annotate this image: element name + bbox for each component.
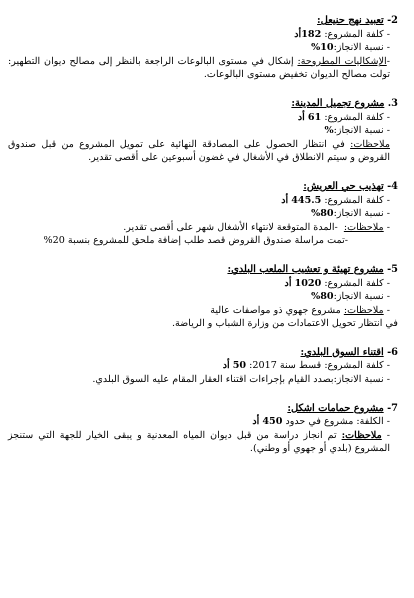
note-text: -تمت مراسلة صندوق القروض قصد طلب إضافة ملحق للمشروع بنسبة 20% bbox=[43, 235, 348, 247]
cost-unit: أد bbox=[281, 194, 289, 206]
note-label: ملاحظات: bbox=[343, 304, 384, 316]
project-number: 3 bbox=[391, 97, 398, 109]
project-title: 7- مشروع حمامات اشكل: bbox=[287, 402, 398, 414]
cost-label: كلفة المشروع: bbox=[324, 277, 384, 289]
cost-unit: أد bbox=[284, 277, 292, 289]
cost-value: 1020 bbox=[294, 277, 322, 289]
project-title: 2- تعبيد نهج حنيعل: bbox=[317, 15, 398, 26]
cost-text: قسط سنة 2017: bbox=[249, 360, 322, 372]
project-title-text: مشروع حمامات اشكل: bbox=[287, 402, 384, 414]
project-rate: - نسبة الانجاز:80% bbox=[311, 208, 390, 220]
cost-label: كلفة المشروع: bbox=[324, 360, 384, 372]
project-note bbox=[8, 138, 400, 165]
note-text: إشكال في مستوى البالوعات الراجعة بالنظر إلى مصالح ديوان التطهير: تولت مصالح الديوان تخفيض مستوى البالوعات. bbox=[8, 55, 390, 81]
project-title: 5- مشروع تهيئة و تعشيب الملعب البلدي: bbox=[227, 263, 398, 275]
project-note: - ملاحظات: -المدة المتوقعة لانتهاء الأشغال شهر على أقصى تقدير. bbox=[123, 221, 390, 233]
cost-unit: أد bbox=[252, 416, 260, 428]
project-title-text: مشروع تهيئة و تعشيب الملعب البلدي: bbox=[227, 263, 384, 275]
project-title-text: تعبيد نهج حنيعل: bbox=[317, 15, 384, 26]
note-label: ملاحظات: bbox=[341, 429, 382, 441]
project-section bbox=[8, 346, 400, 387]
note-text: مشروع جهوي ذو مواصفات عالية bbox=[210, 304, 341, 316]
note-text: في انتظار الحصول على المصادقة النهائية على تمويل المشروع من قبل صندوق القروض و سيتم الانطلاق في الأشغال في غضون أسبوعين على أقصى تقدير. bbox=[8, 138, 390, 164]
cost-label: كلفة المشروع: bbox=[324, 111, 384, 123]
rate-value: % bbox=[324, 125, 334, 137]
project-rate: - نسبة الانجاز:10% bbox=[311, 42, 390, 54]
rate-text: بصدد القيام بإجراءات اقتناء العقار المقام عليه السوق البلدي. bbox=[92, 374, 334, 386]
project-cost: - كلفة المشروع: 182أد bbox=[294, 28, 390, 40]
rate-value: 80% bbox=[311, 291, 334, 303]
project-title: 4- تهذيب حي العريش: bbox=[303, 180, 398, 192]
project-number: 6 bbox=[391, 346, 398, 358]
cost-text: مشروع في حدود bbox=[285, 416, 354, 428]
rate-label: نسبة الانجاز: bbox=[333, 374, 384, 386]
rate-label: نسبة الانجاز: bbox=[333, 42, 384, 54]
rate-label: نسبة الانجاز: bbox=[333, 208, 384, 220]
project-title-text: مشروع تجميل المدينة: bbox=[291, 97, 385, 109]
cost-label: الكلفة: bbox=[356, 416, 384, 428]
project-section bbox=[8, 180, 400, 248]
cost-unit: أد bbox=[297, 111, 305, 123]
project-title-text: تهذيب حي العريش: bbox=[303, 180, 384, 192]
note-text: المدة المتوقعة لانتهاء الأشغال شهر على أقصى تقدير. bbox=[123, 221, 335, 233]
rate-label: نسبة الانجاز: bbox=[333, 125, 384, 137]
rate-label: نسبة الانجاز: bbox=[333, 291, 384, 303]
cost-unit: أد bbox=[294, 28, 302, 40]
note-label: ملاحظات: bbox=[343, 221, 384, 233]
cost-label: كلفة المشروع: bbox=[324, 194, 384, 206]
project-note: - ملاحظات: مشروع جهوي ذو مواصفات عالية bbox=[210, 304, 390, 316]
project-cost: - كلفة المشروع: 61 أد bbox=[297, 111, 390, 123]
project-number: 4 bbox=[391, 180, 398, 192]
project-title-text: اقتناء السوق البلدي: bbox=[300, 346, 384, 358]
cost-value: 182 bbox=[301, 28, 322, 40]
rate-value: 10% bbox=[311, 42, 334, 54]
project-note-continued bbox=[8, 317, 400, 331]
project-rate: - نسبة الانجاز:80% bbox=[311, 291, 390, 303]
project-number: 2 bbox=[391, 15, 398, 26]
cost-value: 445.5 bbox=[291, 194, 322, 206]
note-label: الإشكاليات المطروحة: bbox=[297, 55, 387, 67]
cost-label: كلفة المشروع: bbox=[324, 28, 384, 40]
project-cost: - الكلفة: مشروع في حدود 450 أد bbox=[252, 416, 390, 428]
rate-value: 80% bbox=[311, 208, 334, 220]
project-section bbox=[8, 402, 400, 456]
project-cost: - كلفة المشروع: قسط سنة 2017: 50 أد bbox=[222, 360, 390, 372]
project-note: -الإشكاليات المطروحة: إشكال في مستوى البالوعات الراجعة بالنظر إلى مصالح ديوان التطهير: تولت مصالح الديوان تخفيض مستوى البالوعات. bbox=[8, 55, 390, 81]
project-section bbox=[8, 97, 400, 165]
cost-value: 50 bbox=[232, 360, 247, 372]
cost-unit: أد bbox=[222, 360, 230, 372]
project-rate: - نسبة الانجاز:% bbox=[324, 125, 390, 137]
cost-value: 450 bbox=[262, 416, 283, 428]
project-section bbox=[8, 263, 400, 331]
project-cost: - كلفة المشروع: 445.5 أد bbox=[281, 194, 390, 206]
note-label: ملاحظات: bbox=[350, 138, 390, 150]
project-title: 3. مشروع تجميل المدينة: bbox=[291, 97, 398, 109]
project-title: 6- اقتناء السوق البلدي: bbox=[300, 346, 398, 358]
project-cost: - كلفة المشروع: 1020 أد bbox=[284, 277, 390, 289]
project-note: - ملاحظات: تم انجاز دراسة من قبل ديوان المياه المعدنية و يبقى الخيار للجهة التي ستنجز المشروع (بلدي أو جهوي أو وطني). bbox=[8, 429, 390, 455]
project-rate: - نسبة الانجاز:بصدد القيام بإجراءات اقتناء العقار المقام عليه السوق البلدي. bbox=[92, 374, 390, 386]
project-number: 7 bbox=[391, 402, 398, 414]
note-text: تم انجاز دراسة من قبل ديوان المياه المعدنية و يبقى الخيار للجهة التي ستنجز المشروع (بلدي أو جهوي أو وطني). bbox=[8, 429, 390, 455]
project-number: 5 bbox=[391, 263, 398, 275]
note-text: في انتظار تحويل الاعتمادات من وزارة الشباب و الرياضة. bbox=[171, 318, 398, 330]
cost-value: 61 bbox=[307, 111, 322, 123]
project-note-continued bbox=[8, 234, 400, 248]
project-section bbox=[8, 14, 400, 82]
